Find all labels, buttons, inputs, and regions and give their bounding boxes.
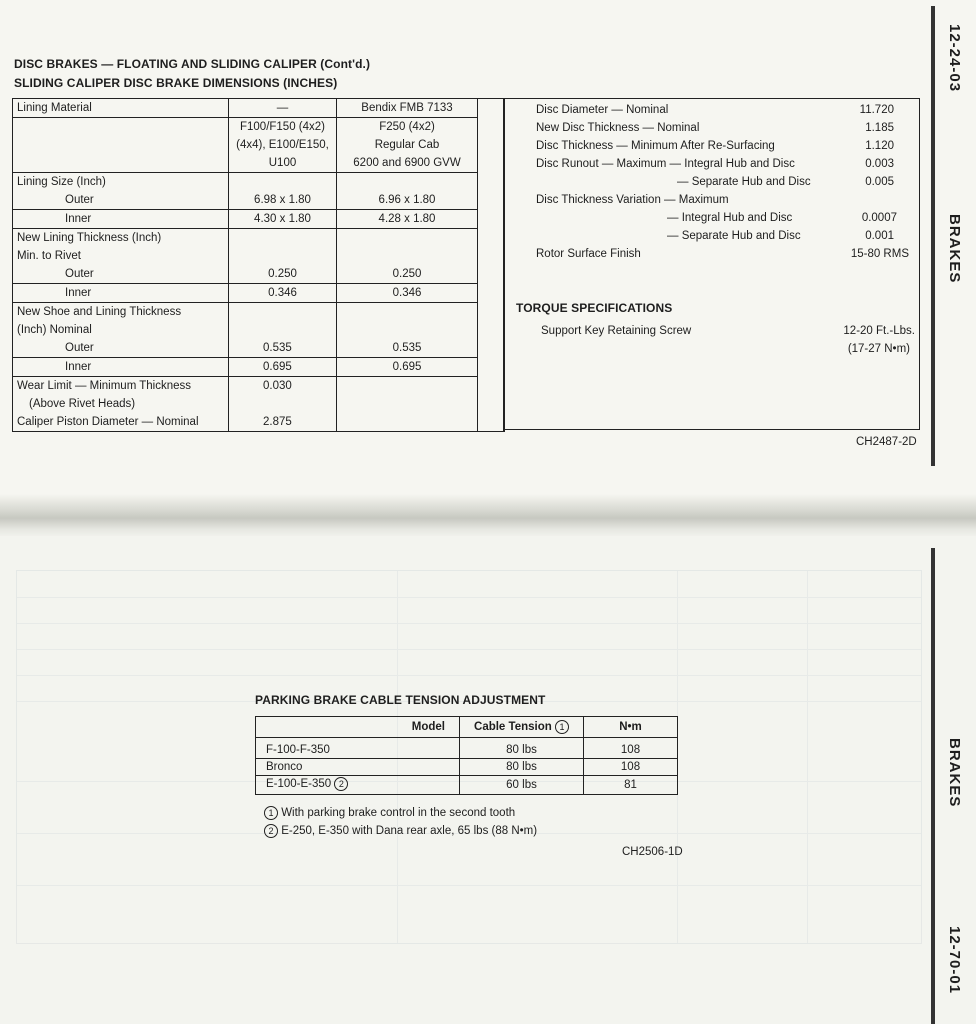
lining-size-inner-2: 4.28 x 1.80 [337,210,478,229]
table-row-tension: 60 lbs [460,776,584,795]
footnote-1-marker: 1 [555,720,569,734]
spacer [263,395,332,413]
table-row-nm: 108 [584,759,678,776]
shoe-lining-label-line: (Inch) Nominal [17,324,92,336]
cable-tension-header-label: Cable Tension [474,721,552,734]
model-header: Model [256,717,460,738]
blank-cell [337,229,478,266]
piston-diameter-label: Caliper Piston Diameter — Nominal [17,416,199,428]
footnote-2 [264,822,537,840]
table-row-nm: 108 [584,738,678,759]
section-label-bottom: BRAKES [946,738,963,808]
torque-label: Support Key Retaining Screw [541,325,692,337]
lining-size-outer-1: 6.98 x 1.80 [229,191,337,210]
col1-header [229,118,337,173]
lining-material-label: Lining Material [13,99,229,118]
col2-header [337,118,478,173]
spec-value: 0.005 [865,176,894,188]
lining-material-dash: — [229,99,337,118]
ghost-line [807,571,808,943]
new-lining-outer-label: Outer [13,265,229,284]
footnote-2-marker: 2 [264,824,278,838]
wear-limit-label-line: (Above Rivet Heads) [29,398,136,410]
shoe-inner-1: 0.695 [229,358,337,377]
torque-value-metric: (17-27 N•m) [847,343,910,355]
table-row-model [256,776,460,795]
dimensions-table [12,98,505,432]
spec-label: New Disc Thickness — Nominal [536,122,700,134]
torque-title: TORQUE SPECIFICATIONS [516,301,673,315]
new-lining-label-line: New Lining Thickness (Inch) [17,232,162,244]
table-subtitle: SLIDING CALIPER DISC BRAKE DIMENSIONS (INCHES) [14,76,338,90]
lining-size-inner-label: Inner [13,210,229,229]
lining-size-outer-label: Outer [13,191,229,210]
footnote-2-text: E-250, E-350 with Dana rear axle, 65 lbs (88 N•m) [281,825,538,837]
table-row-model: Bronco [256,759,460,776]
spec-label: — Separate Hub and Disc [667,230,801,242]
ghost-line [17,623,921,624]
blank-cell [337,303,478,340]
spec-label: — Integral Hub and Disc [667,212,793,224]
lining-size-label: Lining Size (Inch) [13,173,229,192]
parking-brake-title: PARKING BRAKE CABLE TENSION ADJUSTMENT [255,693,546,707]
wear-limit-label [13,377,229,432]
footnote-1-marker: 1 [264,806,278,820]
shoe-outer-1: 0.535 [229,339,337,358]
lining-size-outer-2: 6.96 x 1.80 [337,191,478,210]
spec-value: 0.001 [865,230,894,242]
ghost-line [17,649,921,650]
page-number-top: 12-24-03 [946,24,963,93]
blank-cell [337,173,478,192]
col2-header-line: Regular Cab [374,139,440,151]
new-lining-inner-2: 0.346 [337,284,478,303]
new-lining-outer-2: 0.250 [337,265,478,284]
blank-cell [229,173,337,192]
page-number-bottom: 12-70-01 [946,926,963,995]
ghost-line [17,885,921,886]
new-lining-inner-1: 0.346 [229,284,337,303]
blank-cell [337,377,478,432]
shoe-lining-label-line: New Shoe and Lining Thickness [17,306,182,318]
wear-limit-value: 0.030 [263,380,292,392]
spec-value: 15-80 RMS [850,248,909,260]
blank-cell [229,229,337,266]
spec-label: Disc Thickness — Minimum After Re-Surfacing [536,140,775,152]
spec-label: Disc Diameter — Nominal [536,104,669,116]
new-lining-inner-label: Inner [13,284,229,303]
table-row-tension: 80 lbs [460,738,584,759]
lining-material-value: Bendix FMB 7133 [337,99,478,118]
spec-label: — Separate Hub and Disc [677,176,811,188]
table-row-model: F-100-F-350 [256,738,460,759]
header-blank-cell [13,118,229,173]
page-title: DISC BRAKES — FLOATING AND SLIDING CALIPER (Cont'd.) [14,57,371,71]
spec-value: 0.003 [865,158,894,170]
table-spacer [478,99,504,432]
col2-header-line: 6200 and 6900 GVW [353,157,461,169]
shoe-outer-2: 0.535 [337,339,478,358]
footnote-2-marker: 2 [334,777,348,791]
nm-header: N•m [584,717,678,738]
col1-header-line: F100/F150 (4x2) [239,121,325,133]
section-label-top: BRAKES [946,214,963,284]
cable-tension-header [460,717,584,738]
torque-value: 12-20 Ft.-Lbs. [843,325,915,337]
new-lining-label-line: Min. to Rivet [17,250,81,262]
shoe-outer-label: Outer [13,339,229,358]
spec-value: 1.185 [865,122,894,134]
new-lining-outer-1: 0.250 [229,265,337,284]
page-gutter [0,494,976,538]
shoe-lining-label [13,303,229,340]
spec-label: Rotor Surface Finish [536,248,641,260]
piston-diameter-value: 2.875 [263,416,292,428]
footnote-1 [264,804,515,822]
ghost-line [17,675,921,676]
spec-value: 1.120 [865,140,894,152]
footnote-1-text: With parking brake control in the second tooth [281,807,516,819]
spec-value: 11.720 [859,104,894,116]
new-lining-label [13,229,229,266]
table-row-nm: 81 [584,776,678,795]
spec-label: Disc Thickness Variation — Maximum [536,194,729,206]
wear-limit-label-line: Wear Limit — Minimum Thickness [17,380,192,392]
figure-code-top: CH2487-2D [856,436,917,448]
blank-cell [229,303,337,340]
wear-limit-values [229,377,337,432]
margin-rule-top [931,6,935,466]
col2-header-line: F250 (4x2) [379,121,435,133]
ghost-line [17,597,921,598]
col1-header-line: (4x4), E100/E150, [236,139,329,151]
figure-code-bottom: CH2506-1D [622,846,683,858]
spec-value: 0.0007 [861,212,897,224]
shoe-inner-2: 0.695 [337,358,478,377]
margin-rule-bottom [931,548,935,1024]
parking-brake-table [255,716,678,795]
shoe-inner-label: Inner [13,358,229,377]
spec-label: Disc Runout — Maximum — Integral Hub and Disc [536,158,795,170]
table-row-tension: 80 lbs [460,759,584,776]
lining-size-inner-1: 4.30 x 1.80 [229,210,337,229]
table-row-model-label: E-100-E-350 [266,778,332,790]
col1-header-line: U100 [268,157,297,169]
